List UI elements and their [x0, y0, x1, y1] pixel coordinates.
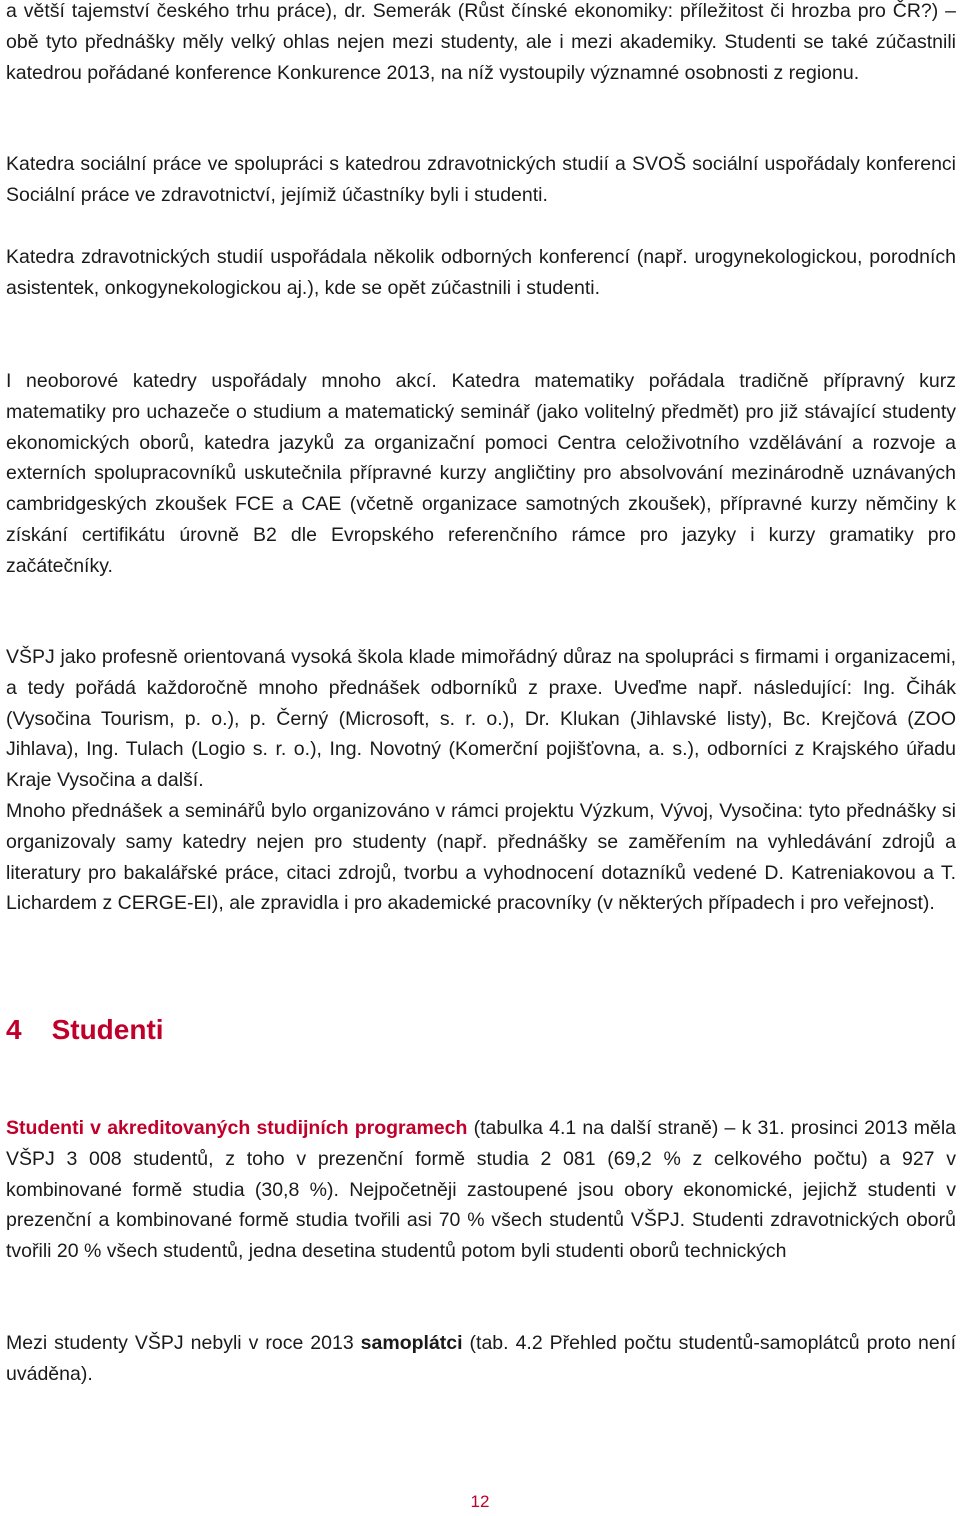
paragraph-lectures: a větší tajemství českého trhu práce), dr. Semerák (Růst čínské ekonomiky: příležitost či hrozba pro ČR?) – obě tyto přednášky měly velký ohlas nejen mezi studenty, ale i mezi akademiky. Studenti se také zúčastnili katedrou pořádané konference Konkurence 2013, na níž vystoupily významné osobnosti z regionu.	[6, 0, 956, 84]
paragraph-practitioner-lectures: VŠPJ jako profesně orientovaná vysoká škola klade mimořádný důraz na spolupráci s firmami i organizacemi, a tedy pořádá každoročně mnoho přednášek odborníků z praxe. Uveďme např. následující: Ing. Čihák (Vysočina Tourism, p. o.), p. Černý (Microsoft, s. r. o.), Dr. Klukan (Jihlavské listy), Bc. Krejčová (ZOO Jihlava), Ing. Tulach (Logio s. r. o.), Ing. Novotný (Komerční pojišťovna, a. s.), odborníci z Krajského úřadu Kraje Vysočina a další.	[6, 646, 956, 792]
paragraph-health-studies-conferences: Katedra zdravotnických studií uspořádala několik odborných konferencí (např. urogynekologickou, porodních asistentek, onkogynekologickou aj.), kde se opět zúčastnili i studenti.	[6, 246, 956, 299]
accredited-programs-text: (tabulka 4.1 na další straně) – k 31. prosinci 2013 měla VŠPJ 3 008 studentů, z toho v prezenční formě studia 2 081 (69,2 % z celkového počtu) a 927 v kombinované formě studia (30,8 %). Nejpočetněji zastoupené jsou obory ekonomické, jejichž studenti v prezenční a kombinované formě studia tvořili asi 70 % všech studentů VŠPJ. Studenti zdravotnických oborů tvořili 20 % všech studentů, jedna desetina studentů potom byli studenti oborů technických	[6, 1117, 956, 1263]
paragraph-research-project: Mnoho přednášek a seminářů bylo organizováno v rámci projektu Výzkum, Vývoj, Vysočina: tyto přednášky si organizovaly samy katedry nejen pro studenty (např. přednášky se zaměřením na vyhledávání zdrojů a literatury pro bakalářské práce, citaci zdrojů, tvorbu a vyhodnocení dotazníků vedené D. Katreniakovou a T. Lichardem z CERGE-EI), ale zpravidla i pro akademické pracovníky (v některých případech i pro veřejnost).	[6, 800, 956, 915]
self-payers-text-b: (tab. 4.2 Přehled počtu studentů-samoplátců proto není uváděna).	[6, 1332, 957, 1385]
self-payers-text-a: Mezi studenty VŠPJ nebyli v roce 2013	[6, 1332, 361, 1354]
self-payers-term: samoplátci	[360, 1332, 463, 1354]
paragraph-self-payers	[6, 1328, 956, 1390]
section-number: 4	[6, 1014, 22, 1045]
section-title: Studenti	[51, 1014, 164, 1045]
paragraph-accredited-students	[6, 1113, 956, 1267]
page-number: 12	[470, 1492, 490, 1511]
accredited-programs-lead: Studenti v akreditovaných studijních programech	[6, 1117, 468, 1139]
section-heading	[6, 1010, 164, 1050]
paragraph-social-work-conference: Katedra sociální práce ve spolupráci s katedrou zdravotnických studií a SVOŠ sociální uspořádaly konferenci Sociální práce ve zdravotnictví, jejímiž účastníky byli i studenti.	[6, 153, 956, 206]
paragraph-non-field-departments: I neoborové katedry uspořádaly mnoho akcí. Katedra matematiky pořádala tradičně přípravný kurz matematiky pro uchazeče o studium a matematický seminář (jako volitelný předmět) pro již stávající studenty ekonomických oborů, katedra jazyků za organizační pomoci Centra celoživotního vzdělávání a rozvoje a externích spolupracovníků uskutečnila přípravné kurzy angličtiny pro absolvování mezinárodně uznávaných cambridgeských zkoušek FCE a CAE (včetně organizace samotných zkoušek), přípravné kurzy němčiny k získání certifikátu úrovně B2 dle Evropského referenčního rámce pro jazyky i kurzy gramatiky pro začátečníky.	[6, 370, 956, 577]
